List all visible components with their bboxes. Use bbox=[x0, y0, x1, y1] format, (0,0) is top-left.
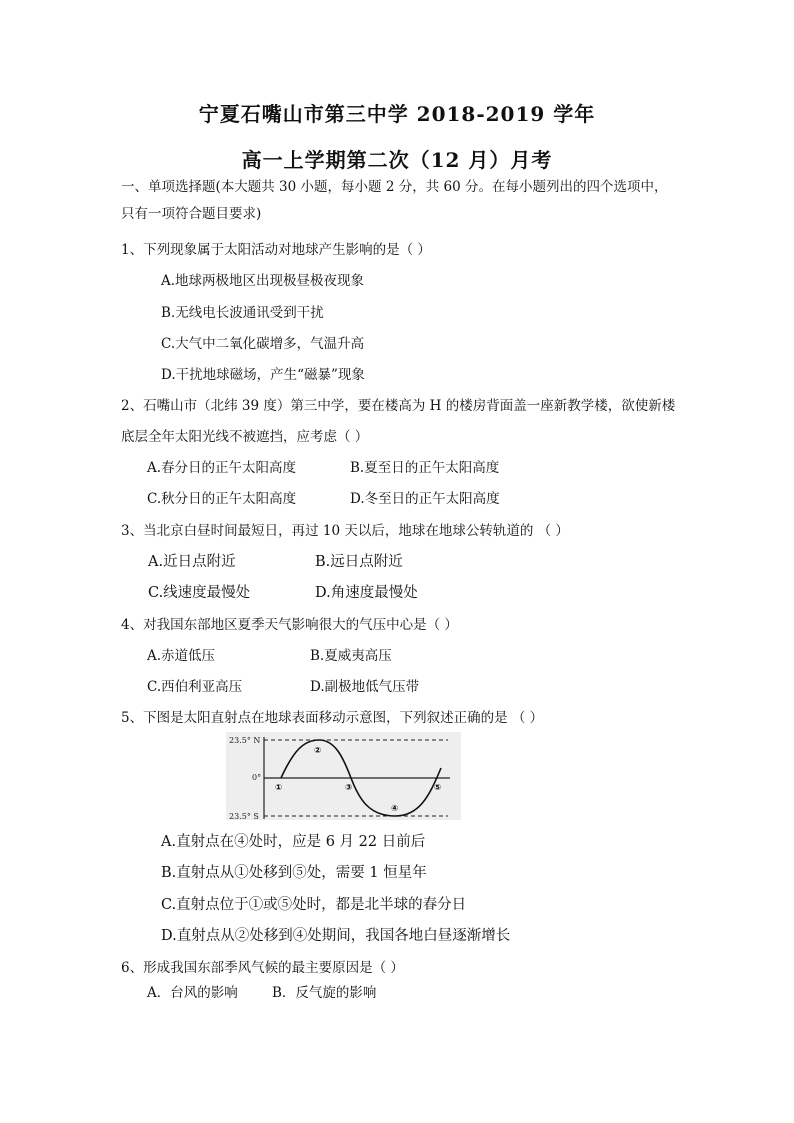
q2-option-b: B.夏至日的正午太阳高度 bbox=[350, 460, 500, 476]
q4-option-b: B.夏威夷高压 bbox=[310, 648, 392, 664]
q1-option-a: A.地球两极地区出现极昼极夜现象 bbox=[161, 273, 365, 289]
q2-option-a: A.春分日的正午太阳高度 bbox=[147, 460, 297, 476]
q1-option-c: C.大气中二氧化碳增多，气温升高 bbox=[161, 336, 365, 352]
q3-option-d: D.角速度最慢处 bbox=[315, 585, 418, 601]
q4-option-c: C.西伯利亚高压 bbox=[147, 679, 243, 695]
q3-stem: 3、当北京白昼时间最短日，再过 10 天以后，地球在地球公转轨道的 （ ） bbox=[121, 523, 569, 539]
q5-option-c: C.直射点位于①或⑤处时，都是北半球的春分日 bbox=[161, 897, 467, 913]
point-5-label: ⑤ bbox=[434, 783, 442, 793]
exam-title-line2: 高一上学期第二次（12 月）月考 bbox=[241, 148, 553, 172]
exam-title-line1: 宁夏石嘴山市第三中学 2018-2019 学年 bbox=[198, 102, 596, 126]
south-tropic-label: 23.5° S bbox=[229, 812, 259, 820]
point-1-label: ① bbox=[275, 783, 283, 793]
point-3-label: ③ bbox=[345, 783, 353, 793]
q6-stem: 6、形成我国东部季风气候的最主要原因是（ ） bbox=[121, 960, 404, 976]
point-2-label: ② bbox=[314, 746, 322, 756]
q3-option-a: A.近日点附近 bbox=[148, 554, 236, 570]
q6-option-b: B．反气旋的影响 bbox=[272, 985, 377, 1001]
sun-path-svg bbox=[226, 732, 461, 820]
equator-label: 0° bbox=[252, 773, 262, 782]
q5-stem: 5、下图是太阳直射点在地球表面移动示意图，下列叙述正确的是 （ ） bbox=[121, 710, 544, 726]
q1-option-b: B.无线电长波通讯受到干扰 bbox=[161, 305, 324, 321]
q6-option-a: A．台风的影响 bbox=[147, 985, 238, 1001]
q4-stem: 4、对我国东部地区夏季天气影响很大的气压中心是（ ） bbox=[121, 617, 458, 633]
point-4-label: ④ bbox=[391, 804, 399, 814]
q5-option-d: D.直射点从②处移到④处期间，我国各地白昼逐渐增长 bbox=[161, 928, 511, 944]
q2-option-d: D.冬至日的正午太阳高度 bbox=[350, 491, 500, 507]
q4-option-a: A.赤道低压 bbox=[147, 648, 216, 664]
section-instructions-line2: 只有一项符合题目要求) bbox=[121, 206, 262, 222]
q3-option-c: C.线速度最慢处 bbox=[148, 585, 251, 601]
q1-option-d: D.干扰地球磁场，产生“磁暴”现象 bbox=[161, 367, 365, 383]
sun-direct-point-diagram bbox=[226, 732, 461, 820]
q5-option-a: A.直射点在④处时，应是 6 月 22 日前后 bbox=[161, 834, 426, 850]
q5-option-b: B.直射点从①处移到⑤处，需要 1 恒星年 bbox=[161, 865, 427, 881]
q3-option-b: B.远日点附近 bbox=[315, 554, 403, 570]
q2-stem-line1: 2、石嘴山市（北纬 39 度）第三中学，要在楼高为 H 的楼房背面盖一座新教学楼，欲使新楼 bbox=[121, 398, 676, 414]
section-instructions-line1: 一、单项选择题(本大题共 30 小题，每小题 2 分，共 60 分。在每小题列出的四个选项中， bbox=[121, 179, 668, 195]
q2-option-c: C.秋分日的正午太阳高度 bbox=[147, 491, 297, 507]
north-tropic-label: 23.5° N bbox=[229, 736, 261, 745]
q4-option-d: D.副极地低气压带 bbox=[310, 679, 420, 695]
q1-stem: 1、下列现象属于太阳活动对地球产生影响的是（ ） bbox=[121, 242, 431, 258]
q2-stem-line2: 底层全年太阳光线不被遮挡，应考虑（ ） bbox=[121, 429, 369, 445]
